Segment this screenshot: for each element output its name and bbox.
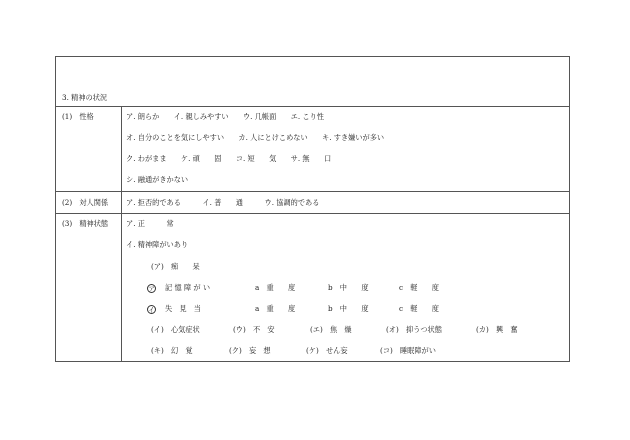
mental-label: (3) 精神状態 xyxy=(62,219,109,228)
row-divider-relations xyxy=(55,213,570,214)
symptoms-row-2 xyxy=(0,346,630,391)
personality-line-1: ア. 朗らか イ. 親しみやすい ウ. 几帳面 エ. こり性 xyxy=(126,112,324,121)
symptom-hallucination: (キ) 幻 覚 xyxy=(151,346,193,355)
personality-line-4: シ. 融通がきかない xyxy=(126,175,189,184)
symptom-hypochondria: (イ) 心気症状 xyxy=(151,325,200,334)
symptom-sleep-disorder: (コ) 睡眠障がい xyxy=(380,346,436,355)
memory-moderate: b 中 度 xyxy=(328,283,369,292)
mental-disorder: イ. 精神障がいあり xyxy=(126,240,189,249)
memory-mild: c 軽 度 xyxy=(399,283,439,292)
symptom-anxiety: (ウ) 不 安 xyxy=(233,325,275,334)
disorientation-name: 失 見 当 xyxy=(165,304,201,313)
memory-severe: a 重 度 xyxy=(255,283,296,292)
disorientation-mild: c 軽 度 xyxy=(399,304,439,313)
mental-normal: ア. 正 常 xyxy=(126,219,174,228)
disorientation-moderate: b 中 度 xyxy=(328,304,369,313)
row-divider-personality xyxy=(55,191,570,192)
relations-line: ア. 拒否的である イ. 普 通 ウ. 協調的である xyxy=(126,198,320,207)
section-divider xyxy=(55,106,570,107)
memory-name: 記 憶 障 が い xyxy=(165,283,211,292)
circled-i-mark: イ xyxy=(148,305,155,314)
circled-a-mark: ア xyxy=(148,284,155,293)
symptom-delirium: (ケ) せん妄 xyxy=(306,346,348,355)
symptom-depression: (オ) 抑うつ状態 xyxy=(386,325,442,334)
relations-label: (2) 対人関係 xyxy=(62,198,109,207)
personality-line-2: オ. 自分のことを気にしやすい カ. 人にとけこめない キ. すき嫌いが多い xyxy=(126,133,385,142)
symptom-excitement: (カ) 興 奮 xyxy=(476,325,518,334)
symptom-delusion: (ク) 妄 想 xyxy=(229,346,271,355)
disorientation-severe: a 重 度 xyxy=(255,304,296,313)
section-title: 3. 精神の状況 xyxy=(62,93,108,102)
personality-label: (1) 性格 xyxy=(62,112,94,121)
symptom-agitation: (エ) 焦 燥 xyxy=(310,325,352,334)
dementia-item: (ア) 痴 呆 xyxy=(151,262,200,271)
personality-line-3: ク. わがまま ケ. 頑 固 コ. 短 気 サ. 無 口 xyxy=(126,154,332,163)
